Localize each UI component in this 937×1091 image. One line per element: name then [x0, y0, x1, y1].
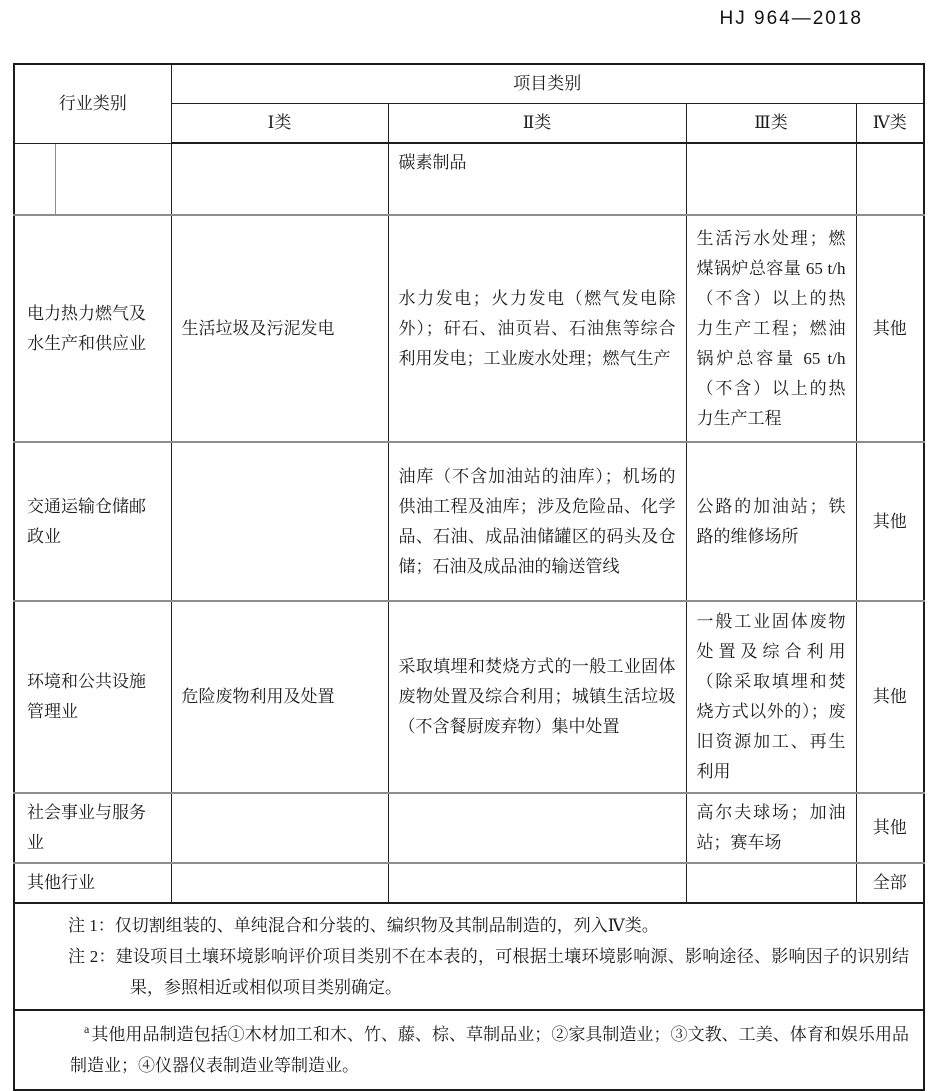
- cell-class4: 其他: [856, 215, 924, 442]
- note-1-text: 仅切割组装的、单纯混合和分装的、编织物及其制品制造的，列入Ⅳ类。: [114, 916, 659, 935]
- cell-class3: 一般工业固体废物处置及综合利用（除采取填埋和焚烧方式以外的）；废旧资源加工、再生利用: [686, 601, 856, 793]
- project-category-table: [13, 63, 925, 1091]
- cell-industry: 社会事业与服务业: [14, 793, 171, 863]
- cell-class2: 油库（不含加油站的油库）；机场的供油工程及油库；涉及危险品、化学品、石油、成品油储罐区的码头及仓储；石油及成品油的输送管线: [388, 442, 686, 601]
- cell-class1: [171, 863, 388, 903]
- cell-industry: [14, 143, 171, 215]
- cell-class4: 其他: [856, 601, 924, 793]
- table-header-row-1: [14, 64, 924, 104]
- table-row-other-industries: [14, 863, 924, 903]
- header-class-3: Ⅲ类: [686, 104, 856, 144]
- cell-class3: [686, 863, 856, 903]
- footnote-marker: a: [84, 1022, 90, 1037]
- cell-industry: 电力热力燃气及水生产和供应业: [14, 215, 171, 442]
- cell-class1: 危险废物利用及处置: [171, 601, 388, 793]
- footnote-cell: [14, 1010, 924, 1090]
- continued-cell-divider: [55, 144, 56, 215]
- cell-class3: 生活污水处理；燃煤锅炉总容量 65 t/h（不含）以上的热力生产工程；燃油锅炉总容量 65 t/h（不含）以上的热力生产工程: [686, 215, 856, 442]
- header-class-1: Ⅰ类: [171, 104, 388, 144]
- cell-class1: [171, 442, 388, 601]
- standard-doc-number: HJ 964—2018: [719, 8, 863, 29]
- cell-class4: 其他: [856, 793, 924, 863]
- header-class-2: Ⅱ类: [388, 104, 686, 144]
- cell-industry: 环境和公共设施管理业: [14, 601, 171, 793]
- note-2-label: 注 2：: [68, 947, 116, 966]
- cell-class1: [171, 143, 388, 215]
- footnote-a: [15, 1019, 909, 1081]
- table-row-continuation: [14, 143, 924, 215]
- cell-class1: 生活垃圾及污泥发电: [171, 215, 388, 442]
- footnote-text: 其他用品制造包括①木材加工和木、竹、藤、棕、草制品业；②家具制造业；③文教、工美、体育和娱乐用品制造业；④仪器仪表制造业等制造业。: [70, 1025, 909, 1075]
- cell-industry: 其他行业: [14, 863, 171, 903]
- cell-class3: 公路的加油站；铁路的维修场所: [686, 442, 856, 601]
- cell-class2: [388, 793, 686, 863]
- note-2-text: 建设项目土壤环境影响评价项目类别不在本表的，可根据土壤环境影响源、影响途径、影响因子的识别结果，参照相近或相似项目类别确定。: [115, 947, 909, 997]
- table-row-social-services: [14, 793, 924, 863]
- cell-class2: 碳素制品: [388, 143, 686, 215]
- table-notes-row: [14, 903, 924, 1010]
- cell-class1: [171, 793, 388, 863]
- table-row-power-heat-gas-water: [14, 215, 924, 442]
- cell-class4: 其他: [856, 442, 924, 601]
- header-class-4: Ⅳ类: [856, 104, 924, 144]
- cell-class3: 高尔夫球场；加油站；赛车场: [686, 793, 856, 863]
- cell-class4: 全部: [856, 863, 924, 903]
- note-1-label: 注 1：: [68, 916, 115, 935]
- table-row-transport-storage-postal: [14, 442, 924, 601]
- note-2: [15, 941, 909, 1003]
- header-industry-category: 行业类别: [14, 64, 171, 143]
- table-row-environment-public-facilities: [14, 601, 924, 793]
- cell-class3: [686, 143, 856, 215]
- notes-cell: [14, 903, 924, 1010]
- header-project-category: 项目类别: [171, 64, 924, 104]
- cell-class2: 采取填埋和焚烧方式的一般工业固体废物处置及综合利用；城镇生活垃圾（不含餐厨废弃物）集中处置: [388, 601, 686, 793]
- cell-class2: 水力发电；火力发电（燃气发电除外）；矸石、油页岩、石油焦等综合利用发电；工业废水处理；燃气生产: [388, 215, 686, 442]
- cell-class4: [856, 143, 924, 215]
- note-1: [15, 910, 909, 941]
- cell-class2: [388, 863, 686, 903]
- cell-industry: 交通运输仓储邮政业: [14, 442, 171, 601]
- table-footnote-row: [14, 1010, 924, 1090]
